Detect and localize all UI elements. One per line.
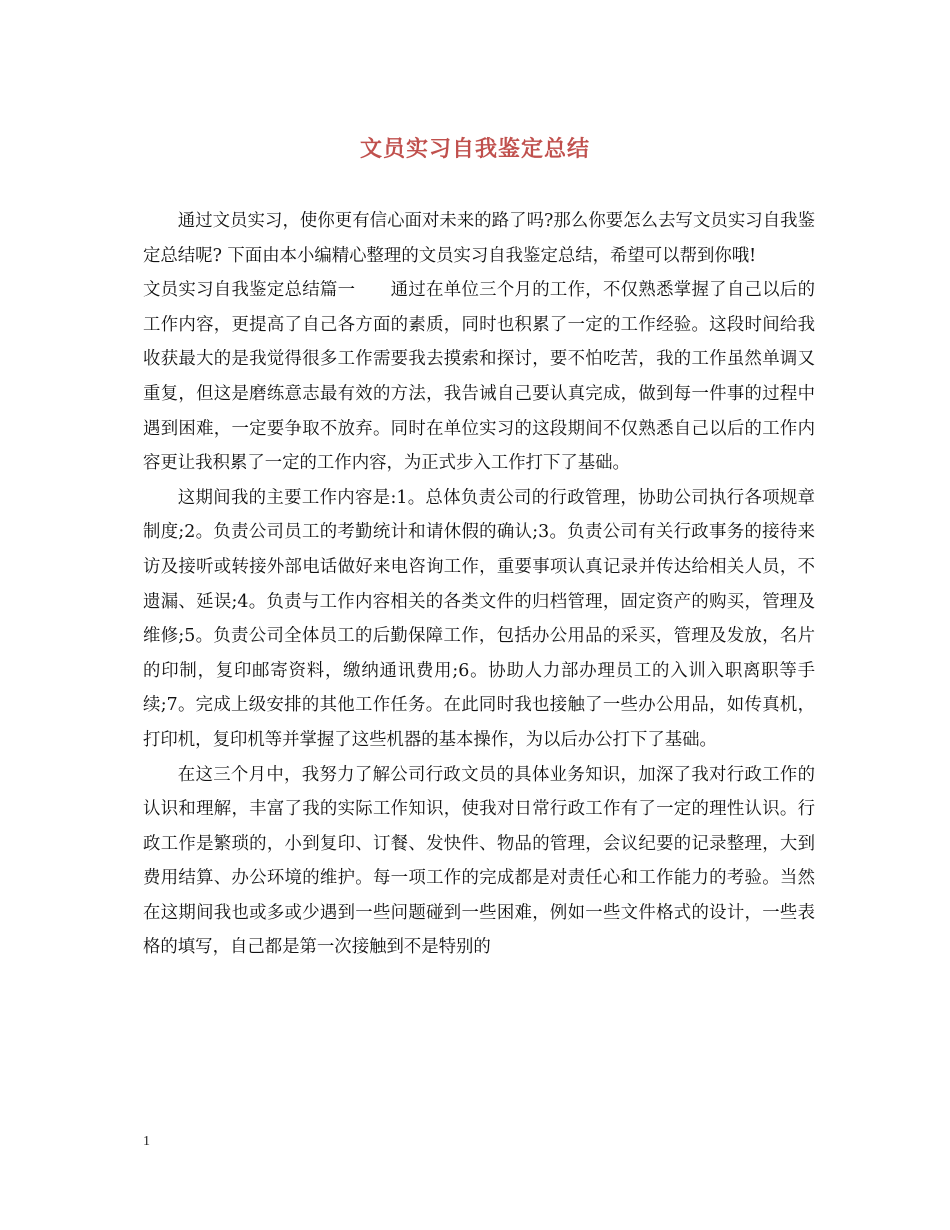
paragraph-work-content: 这期间我的主要工作内容是:1。总体负责公司的行政管理，协助公司执行各项规章制度;2。负责公司员工的考勤统计和请休假的确认;3。负责公司有关行政事务的接待来访及接听或转接外部电话做好来电咨询工作，重要事项认真记录并传达给相关人员，不遗漏、延误;4。负责与工作内容相关的各类文件的归档管理，固定资产的购买，管理及维修;5。负责公司全体员工的后勤保障工作，包括办公用品的采买，管理及发放，名片的印制，复印邮寄资料，缴纳通讯费用;6。协助人力部办理员工的入训入职离职等手续;7。完成上级安排的其他工作任务。在此同时我也接触了一些办公用品，如传真机，打印机，复印机等并掌握了这些机器的基本操作，为以后办公打下了基础。 [143,487,815,750]
document-title: 文员实习自我鉴定总结 [359,137,590,162]
paragraph-three-months: 在这三个月中，我努力了解公司行政文员的具体业务知识，加深了我对行政工作的认识和理解，丰富了我的实际工作知识，使我对日常行政工作有了一定的理性认识。行政工作是繁琐的，小到复印、订餐、发快件、物品的管理，会议纪要的记录整理，大到费用结算、办公环境的维护。每一项工作的完成都是对责任心和工作能力的考验。当然在这期间我也或多或少遇到一些问题碰到一些困难，例如一些文件格式的设计，一些表格的填写，自己都是第一次接触到不是特别的 [143,764,815,958]
paragraph-section-one: 文员实习自我鉴定总结篇一 通过在单位三个月的工作，不仅熟悉掌握了自己以后的工作内容，更提高了自己各方面的素质，同时也积累了一定的工作经验。这段时间给我收获最大的是我觉得很多工作需要我去摸索和探讨，要不怕吃苦，我的工作虽然单调又重复，但这是磨练意志最有效的方法，我告诫自己要认真完成，做到每一件事的过程中遇到困难，一定要争取不放弃。同时在单位实习的这段期间不仅熟悉自己以后的工作内容更让我积累了一定的工作内容，为正式步入工作打下了基础。 [143,280,815,474]
document-body [143,204,815,965]
page-number: 1 [143,1134,150,1149]
paragraph-intro: 通过文员实习，使你更有信心面对未来的路了吗?那么你要怎么去写文员实习自我鉴定总结呢? 下面由本小编精心整理的文员实习自我鉴定总结，希望可以帮到你哦! [143,211,815,266]
